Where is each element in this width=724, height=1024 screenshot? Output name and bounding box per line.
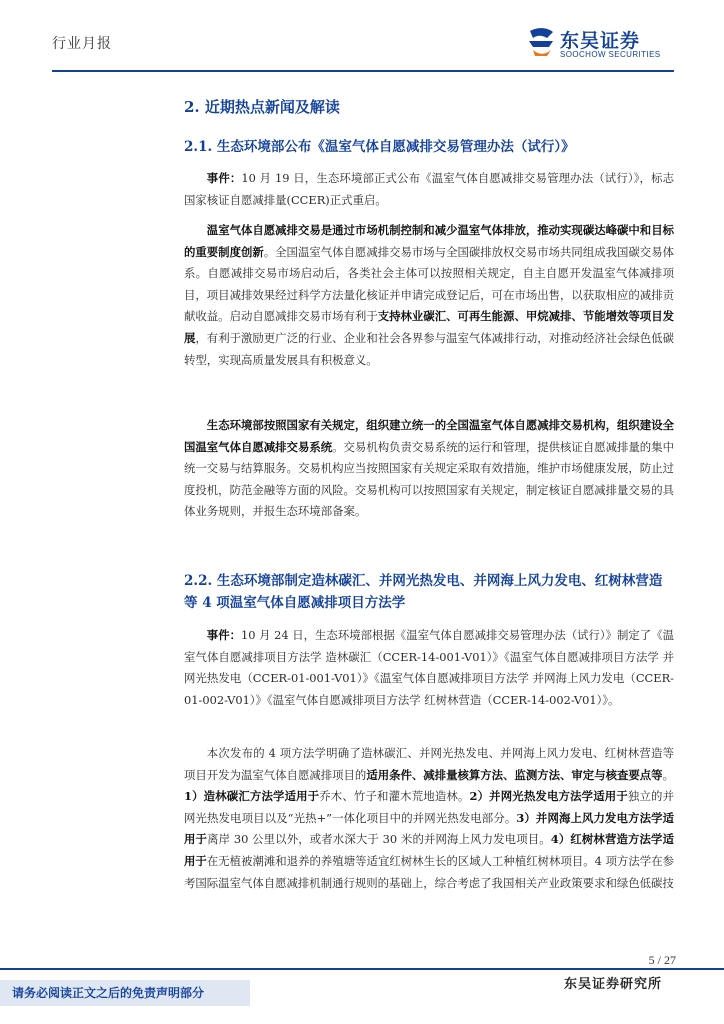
event-label: 事件：	[206, 628, 241, 642]
event-text: 10 月 19 日，生态环境部正式公布《温室气体自愿减排交易管理办法（试行）》，标志国家核证自愿减排量(CCER)正式重启。	[184, 171, 674, 207]
event-text: 10 月 24 日，生态环境部根据《温室气体自愿减排交易管理办法（试行）》制定了《温室气体自愿减排项目方法学 造林碳汇（CCER-14-001-V01）》《温室气体自愿减排项目方法学 并网光热发电（CCER-01-001-V01）》《温室气体自愿减排项目方法学 并网海上风力发电（CCER-01-002-V01）》《温室气体自愿减排项目方法学 红树林营造（CCER-14-002-V01）》。	[184, 628, 674, 707]
bold-text: 适用条件、减排量核算方法、监测方法、审定与核查要点等	[366, 767, 663, 782]
bold-text: 支持林业碳汇、可再生能源、甲烷减排、节能增效等项目发展	[184, 309, 674, 345]
section-title: 2. 近期热点新闻及解读	[184, 98, 340, 116]
header-divider	[52, 70, 674, 72]
event-label: 事件：	[206, 171, 242, 185]
paragraph-methodologies	[184, 743, 674, 894]
bold-text: 4）红树林营造方法学适用于	[184, 832, 674, 868]
paragraph-ccer-intro	[184, 220, 674, 371]
brand-name-cn: 东吴证券	[560, 30, 641, 52]
body-text: 本次发布的 4 项方法学明确了造林碳汇、并网光热发电、并网海上风力发电、红树林营造等项目开发为温室气体自愿减排项目的	[184, 746, 674, 782]
brand-logo	[527, 26, 677, 64]
bold-text: 3）并网海上风力发电方法学适用于	[184, 810, 674, 847]
footer-divider	[0, 968, 724, 970]
brand-name-en: SOOCHOW SECURITIES	[560, 50, 661, 59]
body-text: 乔木、竹子和灌木荒地造林。	[319, 789, 470, 804]
institute-name: 东吴证券研究所	[563, 977, 662, 992]
page-number: 5 / 27	[648, 953, 676, 967]
body-text: 离岸 30 公里以外，或者水深大于 30 米的并网海上风力发电项目。	[207, 832, 551, 847]
body-text: 。	[662, 767, 674, 782]
event-paragraph-2-2	[184, 625, 674, 711]
body-text: 在无植被潮滩和退养的养殖塘等适宜红树林生长的区域人工种植红树林项目。4 项方法学在参考国际温室气体自愿减排机制通行规则的基础上，综合考虑了我国相关产业政策要求和绿色低碳技	[184, 853, 674, 890]
body-text: 。交易机构负责交易系统的运行和管理，提供核证自愿减排量的集中统一交易与结算服务。交易机构应当按照国家有关规定采取有效措施，维护市场健康发展，防止过度投机，防范金融等方面的风险。交易机构可以按照国家有关规定，制定核证自愿减排量交易的具体业务规则，并报生态环境部备案。	[184, 439, 674, 519]
body-text: 。全国温室气体自愿减排交易市场与全国碳排放权交易市场共同组成我国碳交易体系。自愿减排交易市场启动后，各类社会主体可以按照相关规定，自主自愿开发温室气体减排项目，项目减排效果经过科学方法量化核证并申请完成登记后，可在市场出售，以获取相应的减排贡献收益。启动自愿减排交易市场有利于	[184, 244, 674, 324]
body-text: ，有利于激励更广泛的行业、企业和社会各界参与温室气体减排行动，对推动经济社会绿色低碳转型，实现高质量发展具有积极意义。	[184, 330, 674, 367]
bold-text: 温室气体自愿减排交易是通过市场机制控制和减少温室气体排放，推动实现碳达峰碳中和目标的重要制度创新	[184, 223, 674, 259]
soochow-logo-icon	[527, 27, 555, 57]
bold-text: 2）并网光热发电方法学适用于	[469, 789, 628, 804]
subsection-title-2-1: 2.1. 生态环境部公布《温室气体自愿减排交易管理办法（试行）》	[184, 139, 575, 155]
subsection-title-2-2: 2.2. 生态环境部制定造林碳汇、并网光热发电、并网海上风力发电、红树林营造等 4 项温室气体自愿减排项目方法学	[184, 573, 663, 611]
bold-text: 生态环境部按照国家有关规定，组织建立统一的全国温室气体自愿减排交易机构，组织建设全国温室气体自愿减排交易系统	[184, 418, 674, 454]
disclaimer-banner: 请务必阅读正文之后的免责声明部分	[0, 980, 250, 1006]
paragraph-trading-institution	[184, 415, 674, 523]
report-type-label: 行业月报	[52, 36, 112, 52]
event-paragraph-2-1	[184, 168, 674, 211]
body-text: 独立的并网光热发电项目以及“光热+”一体化项目中的并网光热发电部分。	[184, 789, 674, 825]
bold-text: 1）造林碳汇方法学适用于	[184, 789, 320, 804]
